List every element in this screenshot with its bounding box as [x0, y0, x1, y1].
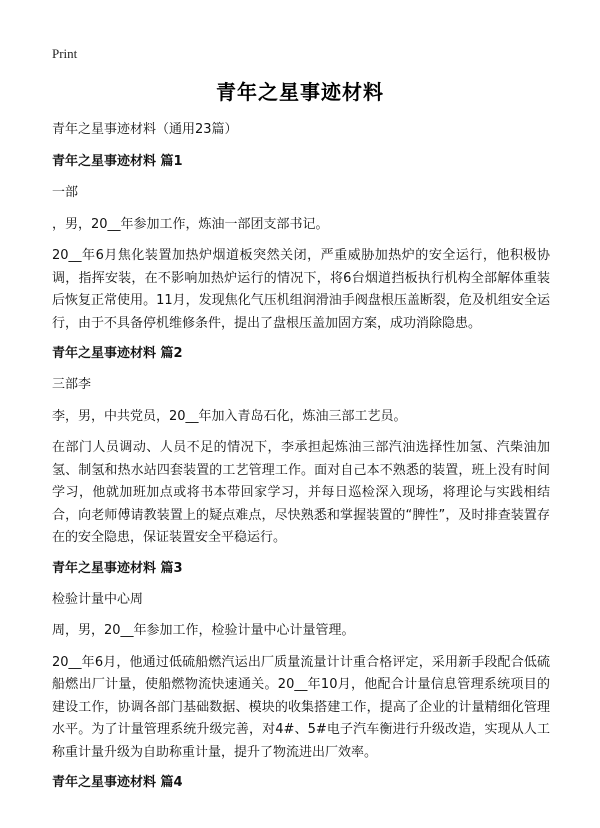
section-heading: 青年之星事迹材料 篇3: [52, 560, 183, 576]
section-4: [52, 773, 550, 793]
document-title: 青年之星事迹材料: [216, 80, 384, 104]
section-1: [52, 152, 550, 335]
document-body: [52, 120, 550, 803]
paragraph: 在部门人员调动、人员不足的情况下，李承担起炼油三部汽油选择性加氢、汽柴油加氢、制氢和热水站四套装置的工艺管理工作。面对自己本不熟悉的装置，班上没有时间学习，他就加班加点或将书本带回家学习，并每日巡检深入现场，将理论与实践相结合，向老师傅请教装置上的疑点难点，尽快熟悉和掌握装置的“脾性”，及时排查装置存在的安全隐患，保证装置安全平稳运行。: [52, 440, 550, 545]
section-3: [52, 559, 550, 765]
paragraph: 三部李: [52, 377, 92, 392]
paragraph: ，男，20__年参加工作，炼油一部团支部书记。: [52, 216, 329, 232]
section-2: [52, 344, 550, 550]
paragraph: 周，男，20__年参加工作，检验计量中心计量管理。: [52, 623, 355, 638]
paragraph: 李，男，中共党员，20__年加入青岛石化，炼油三部工艺员。: [52, 408, 407, 424]
paragraph: 20__年6月，他通过低硫船燃汽运出厂质量流量计计重合格评定，采用新手段配合低硫船燃出厂计量，使船燃物流快速通关。20__年10月，他配合计量信息管理系统项目的建设工作，协调各部门基础数据、模块的收集搭建工作，提高了企业的计量精细化管理水平。为了计量管理系统升级完善，对4#、5#电子汽车衡进行升级改造，实现从人工称重计量升级为自助称重计量，提升了物流进出厂效率。: [52, 654, 550, 760]
section-heading: 青年之星事迹材料 篇2: [52, 346, 183, 361]
document-subtitle: 青年之星事迹材料（通用23篇）: [52, 122, 238, 137]
section-heading: 青年之星事迹材料 篇4: [52, 775, 183, 790]
paragraph: 20__年6月焦化装置加热炉烟道板突然关闭，严重威胁加热炉的安全运行，他积极协调，指挥安装，在不影响加热炉运行的情况下，将6台烟道挡板执行机构全部解体重装后恢复正常使用。11月，发现焦化气压机组润滑油手阀盘根压盖断裂，危及机组安全运行，由于不具备停机维修条件，提出了盘根压盖加固方案，成功消除隐患。: [52, 248, 550, 331]
paragraph: 检验计量中心周: [52, 591, 144, 607]
print-label: Print: [52, 46, 78, 61]
paragraph: 一部: [52, 185, 79, 200]
section-heading: 青年之星事迹材料 篇1: [52, 154, 183, 169]
